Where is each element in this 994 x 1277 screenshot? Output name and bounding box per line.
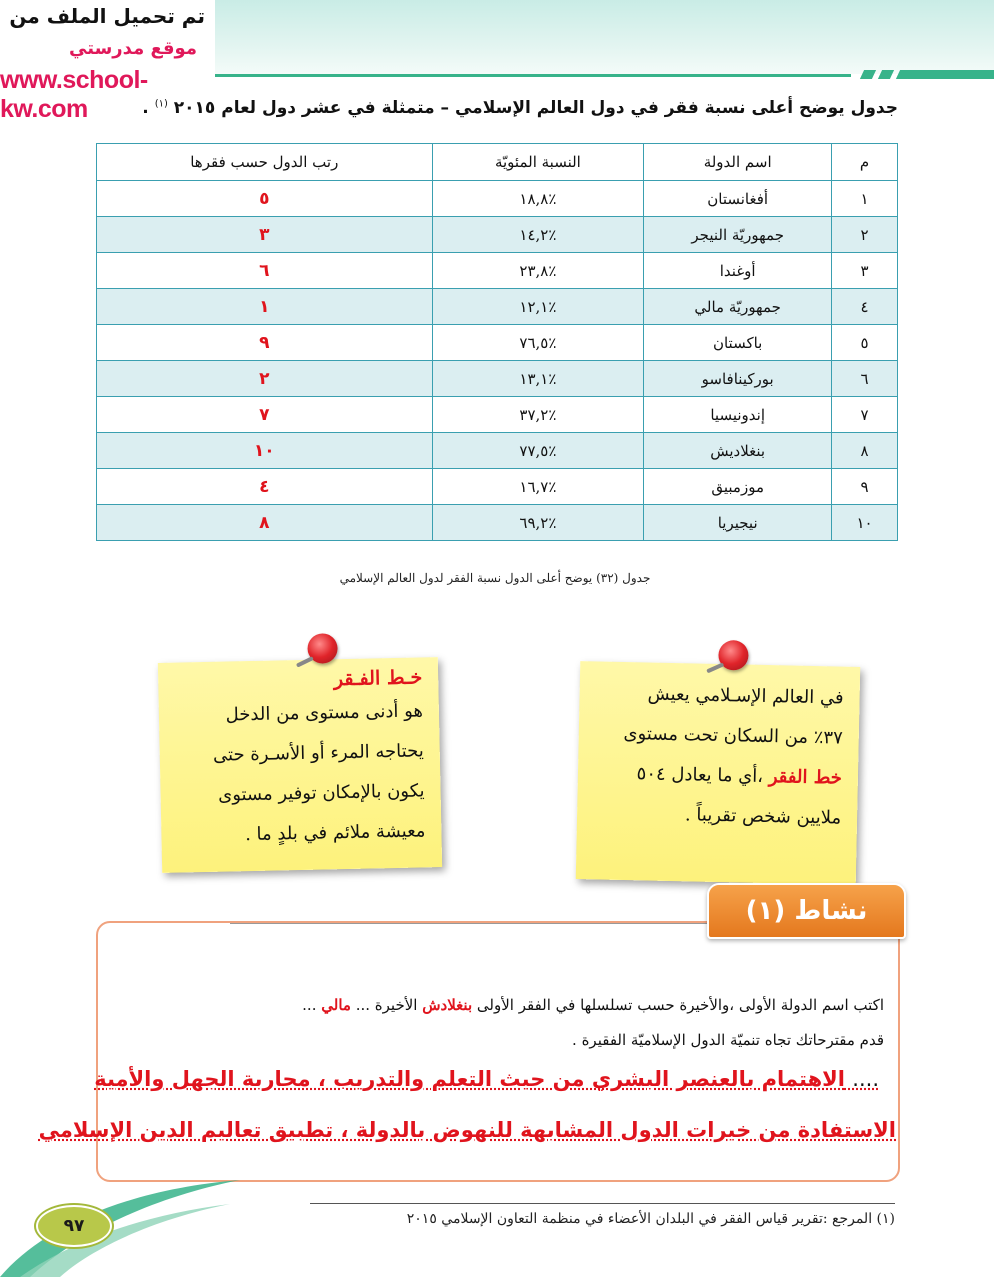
- answer-last-country: مالي: [321, 996, 351, 1014]
- pushpin-icon: [718, 640, 749, 671]
- header-rule: [215, 74, 851, 77]
- fact-note-line2: ٣٧٪ من السكان تحت مستوى: [623, 723, 843, 749]
- table-title: [138, 98, 898, 118]
- poverty-table: [96, 143, 898, 541]
- page-number: ٩٧: [36, 1205, 112, 1247]
- cell-index: ١٠: [832, 505, 898, 541]
- table-row: [97, 361, 898, 397]
- header-stripe-bar: [908, 70, 994, 79]
- cell-country: بوركينافاسو: [644, 361, 832, 397]
- cell-rank: ٢: [97, 361, 433, 397]
- definition-line1: هو أدنى مستوى من الدخل: [225, 700, 424, 726]
- table-row: [97, 397, 898, 433]
- header-banner: [215, 0, 994, 74]
- table-title-text: جدول يوضح أعلى نسبة فقر في دول العالم الإسلامي – متمثلة في عشر دول لعام ٢٠١٥: [173, 98, 898, 118]
- cell-rank: ١٠: [97, 433, 433, 469]
- watermark-line1: تم تحميل الملف من: [9, 4, 205, 28]
- cell-index: ٩: [832, 469, 898, 505]
- question-1-mid: الأخيرة ...: [355, 996, 418, 1014]
- table-row: [97, 217, 898, 253]
- cell-country: موزمبيق: [644, 469, 832, 505]
- cell-percent: ٪١٣,١: [432, 361, 644, 397]
- cell-percent: ٪٧٦,٥: [432, 325, 644, 361]
- cell-country: نيجيريا: [644, 505, 832, 541]
- cell-rank: ٨: [97, 505, 433, 541]
- cell-rank: ١: [97, 289, 433, 325]
- cell-percent: ٪٣٧,٢: [432, 397, 644, 433]
- definition-heading: خـط الفـقر: [333, 666, 423, 691]
- table-header-row: [97, 144, 898, 181]
- definition-note: [158, 657, 442, 873]
- watermark-url[interactable]: www.school-kw.com: [0, 66, 148, 123]
- cell-index: ٧: [832, 397, 898, 433]
- fact-note: [576, 661, 861, 885]
- answer-lead-dots: ....: [852, 1067, 879, 1091]
- cell-country: أوغندا: [644, 253, 832, 289]
- table-row: [97, 469, 898, 505]
- definition-line3: يكون بالإمكان توفير مستوى: [217, 780, 425, 806]
- cell-index: ٦: [832, 361, 898, 397]
- fact-note-line4: ملايين شخص تقريباً .: [684, 804, 842, 829]
- fact-note-line3-rest: ،أي ما يعادل ٥٠٤: [636, 763, 764, 787]
- cell-index: ٤: [832, 289, 898, 325]
- activity-question-1: [110, 996, 884, 1014]
- cell-country: جمهوريّة النيجر: [644, 217, 832, 253]
- header-percent: النسبة المئويّة: [432, 144, 644, 181]
- cell-percent: ٪٢٣,٨: [432, 253, 644, 289]
- header-stripe: [878, 70, 894, 79]
- cell-index: ٨: [832, 433, 898, 469]
- table-title-end: .: [142, 98, 149, 118]
- activity-tab: نشاط (١): [707, 883, 906, 939]
- cell-index: ٣: [832, 253, 898, 289]
- header-country: اسم الدولة: [644, 144, 832, 181]
- poverty-line-term: خط الفقر: [768, 766, 843, 789]
- cell-rank: ٧: [97, 397, 433, 433]
- watermark: [0, 0, 215, 123]
- cell-percent: ٪١٢,١: [432, 289, 644, 325]
- cell-country: باكستان: [644, 325, 832, 361]
- cell-index: ١: [832, 181, 898, 217]
- footnote: (١) المرجع :تقرير قياس الفقر في البلدان الأعضاء في منظمة التعاون الإسلامي ٢٠١٥: [406, 1211, 895, 1227]
- header-rank: رتب الدول حسب فقرها: [97, 144, 433, 181]
- watermark-line2: موقع مدرستي: [69, 38, 197, 59]
- table-row: [97, 181, 898, 217]
- cell-rank: ٦: [97, 253, 433, 289]
- cell-country: جمهوريّة مالي: [644, 289, 832, 325]
- cell-percent: ٪١٦,٧: [432, 469, 644, 505]
- answer-line-2: الاستفادة من خيرات الدول المشابهة للنهوض بالدولة ، تطبيق تعاليم الدين الإسلامي: [38, 1118, 896, 1142]
- footnote-rule: [310, 1203, 895, 1204]
- header-index: م: [832, 144, 898, 181]
- cell-country: أفغانستان: [644, 181, 832, 217]
- fact-note-line1: في العالم الإسـلامي يعيش: [647, 683, 844, 709]
- fact-note-line3: [592, 753, 843, 798]
- cell-rank: ٤: [97, 469, 433, 505]
- table-row: [97, 289, 898, 325]
- cell-rank: ٩: [97, 325, 433, 361]
- answer-line-1: [94, 1067, 879, 1091]
- answer-1-text: الاهتمام بالعنصر البشري من حيث التعلم والتدريب ، محاربة الجهل والأمية: [94, 1067, 845, 1091]
- cell-rank: ٣: [97, 217, 433, 253]
- cell-percent: ٪٦٩,٢: [432, 505, 644, 541]
- table-caption: جدول (٣٢) يوضح أعلى الدول نسبة الفقر لدول العالم الإسلامي: [339, 571, 651, 585]
- cell-country: إندونيسيا: [644, 397, 832, 433]
- answer-first-country: بنغلادش: [422, 996, 473, 1014]
- cell-country: بنغلاديش: [644, 433, 832, 469]
- table-row: [97, 433, 898, 469]
- definition-line2: يحتاجه المرء أو الأسـرة حتى: [212, 740, 424, 766]
- cell-rank: ٥: [97, 181, 433, 217]
- activity-box: [96, 921, 900, 1182]
- definition-line4: معيشة ملائم في بلدٍ ما .: [244, 820, 426, 846]
- cell-percent: ٪١٨,٨: [432, 181, 644, 217]
- question-1-text: اكتب اسم الدولة الأولى ،والأخيرة حسب تسلسلها في الفقر الأولى: [476, 996, 884, 1014]
- question-1-tail: ...: [302, 996, 317, 1014]
- cell-percent: ٪٧٧,٥: [432, 433, 644, 469]
- footnote-marker: (١): [154, 98, 168, 110]
- activity-question-2: قدم مقترحاتك تجاه تنميّة الدول الإسلاميّة الفقيرة .: [572, 1031, 884, 1049]
- header-stripe: [860, 70, 876, 79]
- cell-index: ٢: [832, 217, 898, 253]
- cell-percent: ٪١٤,٢: [432, 217, 644, 253]
- table-row: [97, 253, 898, 289]
- table-row: [97, 505, 898, 541]
- table-row: [97, 325, 898, 361]
- activity-rule: [230, 923, 710, 924]
- cell-index: ٥: [832, 325, 898, 361]
